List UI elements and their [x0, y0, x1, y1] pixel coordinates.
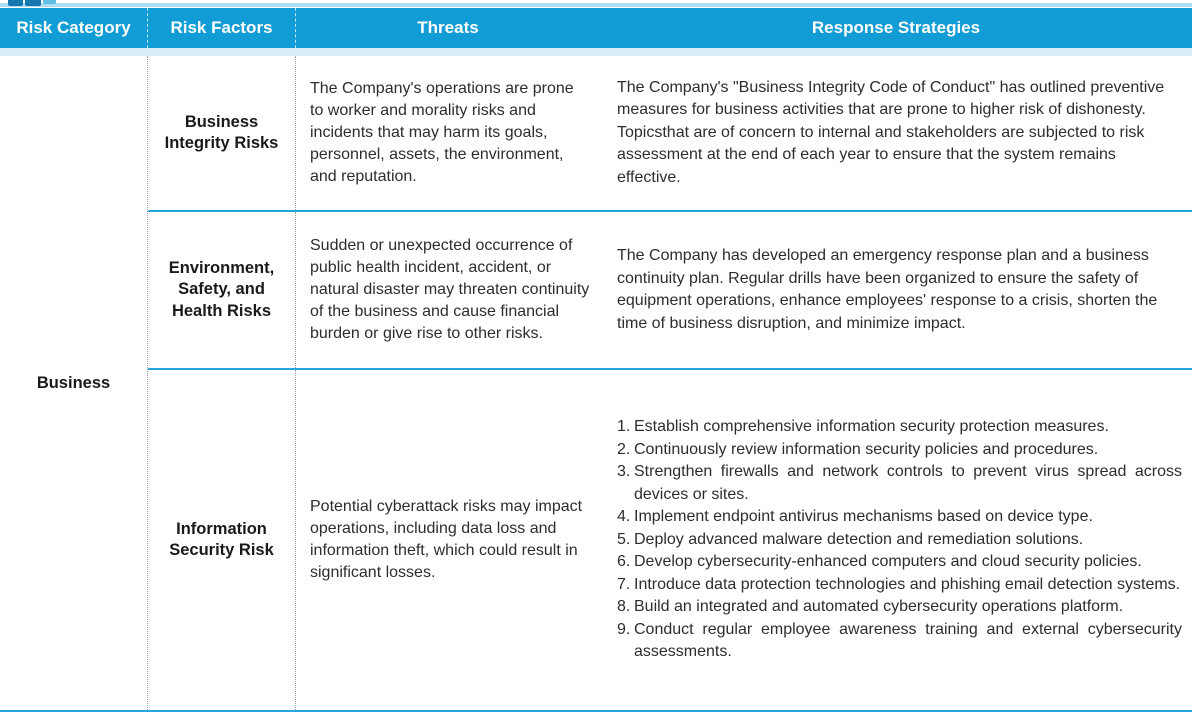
- threats-cell: [296, 370, 600, 710]
- response-list-item: Deploy advanced malware detection and remediation solutions.: [634, 530, 1084, 548]
- header-cell-risk-category: Risk Category: [0, 8, 148, 48]
- risk-factor-label: Information Security Risk: [169, 519, 274, 559]
- risk-factor-label: Business Integrity Risks: [164, 112, 279, 152]
- response-list-item: Establish comprehensive information security protection measures.: [634, 418, 1109, 436]
- threat-text: The Company's operations are prone to worker and morality risks and incidents that may harm its goals, personnel, assets, the environment, and reputation.: [310, 80, 574, 185]
- top-light-rule: [0, 3, 1192, 7]
- threat-text: Potential cyberattack risks may impact operations, including data loss and information theft, which could result in significant losses.: [310, 498, 583, 581]
- header-cell-response-strategies: Response Strategies: [600, 8, 1192, 48]
- table-header-row: [0, 8, 1192, 48]
- header-cell-risk-factors: Risk Factors: [148, 8, 296, 48]
- risk-factor-cell: [148, 370, 296, 710]
- response-list-item: Introduce data protection technologies and phishing email detection systems.: [634, 575, 1181, 593]
- response-text: The Company's "Business Integrity Code of Conduct" has outlined preventive measures for business activities that are prone to higher risk of dishonesty. Topicsthat are of concern to internal and stakeholders are subjected to risk assessment at the end of each year to ensure that the system remains effective.: [617, 78, 1165, 186]
- table-row-business-integrity: [148, 56, 1192, 210]
- response-list-item: Develop cybersecurity-enhanced computers and cloud security policies.: [634, 553, 1142, 571]
- deco-tab-icon: [8, 0, 23, 6]
- response-strategies-cell: [600, 212, 1192, 368]
- risk-factor-cell: [148, 212, 296, 368]
- threats-cell: [296, 56, 600, 210]
- response-list-item: Build an integrated and automated cybersecurity operations platform.: [634, 598, 1124, 616]
- response-list-item: Continuously review information security policies and procedures.: [634, 440, 1099, 458]
- table-row-information-security: [148, 368, 1192, 710]
- risk-factor-label: Environment, Safety, and Health Risks: [168, 258, 275, 320]
- deco-tab-icon: [25, 0, 41, 6]
- header-cell-threats: Threats: [296, 8, 600, 48]
- response-strategies-cell: [600, 370, 1192, 710]
- response-strategies-cell: [600, 56, 1192, 210]
- response-list-item: Conduct regular employee awareness training and external cybersecurity assessments.: [634, 620, 1182, 661]
- response-list-item: Implement endpoint antivirus mechanisms based on device type.: [634, 508, 1093, 526]
- risk-category-label: Business: [36, 373, 111, 392]
- response-list-item: Strengthen firewalls and network controls to prevent virus spread across devices or sites.: [634, 463, 1182, 503]
- response-text: The Company has developed an emergency response plan and a business continuity plan. Regular drills have been organized to ensure the safety of equipment operations, enhance employees' response to a crisis, shorten the time of business disruption, and minimize impact.: [617, 247, 1158, 332]
- deco-tab-icon: [43, 0, 56, 4]
- table-row-environment-safety-health: [148, 210, 1192, 368]
- cut-off-top-graphic: [0, 0, 1192, 8]
- response-list: [617, 416, 1182, 664]
- threats-cell: [296, 212, 600, 368]
- table-rows: [148, 56, 1192, 710]
- table-body: [0, 56, 1192, 710]
- risk-factor-cell: [148, 56, 296, 210]
- risk-category-cell: [0, 56, 148, 710]
- table-bottom-rule: [0, 710, 1192, 712]
- threat-text: Sudden or unexpected occurrence of public health incident, accident, or natural disaster may threaten continuity of the business and cause financial burden or give rise to other risks.: [310, 237, 590, 342]
- header-underline-band: [0, 48, 1192, 56]
